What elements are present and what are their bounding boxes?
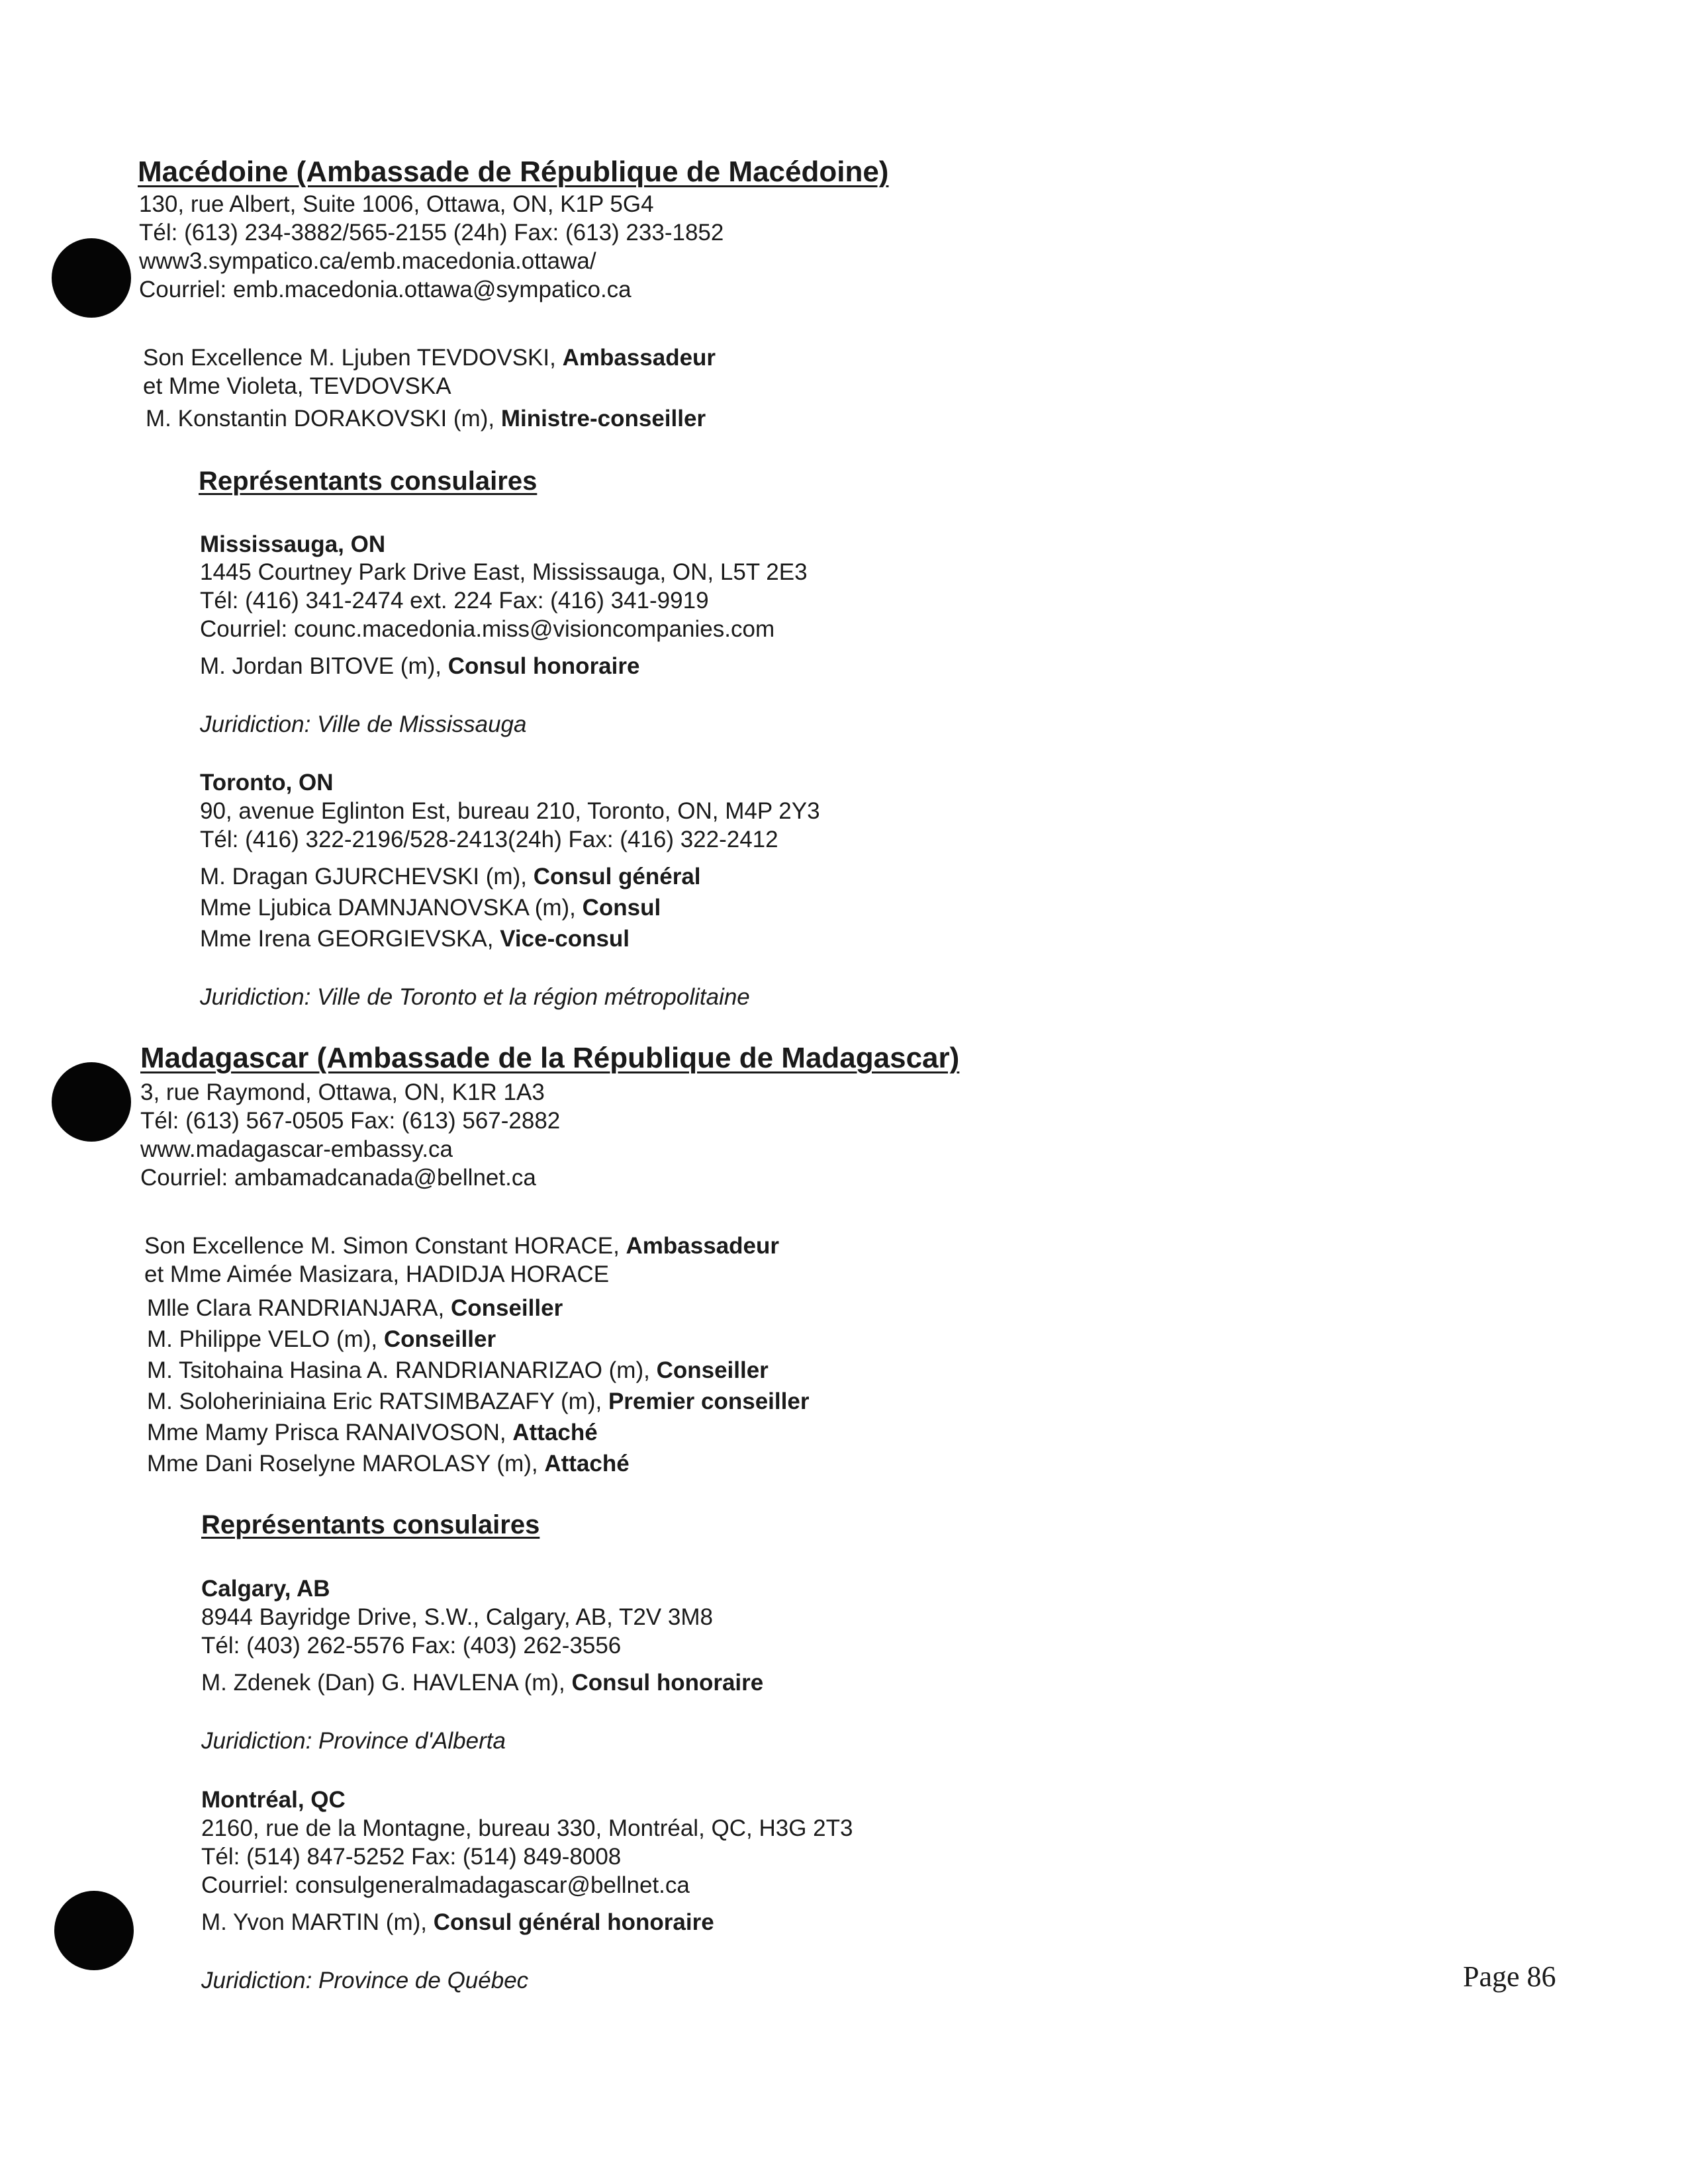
consul-entry (200, 925, 630, 953)
consular-heading: Représentants consulaires (201, 1510, 540, 1539)
staff-role: Conseiller (450, 1295, 563, 1321)
consulate-address: 2160, rue de la Montagne, bureau 330, Montréal, QC, H3G 2T3 (201, 1815, 853, 1841)
address-line: 130, rue Albert, Suite 1006, Ottawa, ON, K1P 5G4 (139, 191, 654, 217)
consul-role: Vice-consul (500, 926, 630, 952)
consulate-email[interactable]: Courriel: consulgeneralmadagascar@bellnet.ca (201, 1872, 690, 1898)
staff-entry (147, 1326, 496, 1353)
embassy-heading: Macédoine (Ambassade de République de Macédoine) (138, 156, 889, 188)
consul-entry (201, 1669, 763, 1697)
consul-name: Mme Ljubica DAMNJANOVSKA (m), (200, 895, 583, 921)
consul-name: M. Jordan BITOVE (m), (200, 653, 448, 679)
staff-entry (147, 1419, 598, 1447)
staff-entry (144, 1261, 609, 1289)
staff-name: Mme Dani Roselyne MAROLASY (m), (147, 1451, 545, 1477)
jurisdiction-note: Juridiction: Province d'Alberta (201, 1728, 506, 1754)
consular-heading: Représentants consulaires (199, 467, 538, 496)
consul-name: M. Zdenek (Dan) G. HAVLENA (m), (201, 1670, 572, 1696)
staff-entry (146, 405, 706, 433)
website-link[interactable]: www3.sympatico.ca/emb.macedonia.ottawa/ (139, 248, 596, 274)
consul-entry (200, 894, 661, 922)
jurisdiction-note: Juridiction: Province de Québec (201, 1968, 529, 1993)
consul-name: M. Yvon MARTIN (m), (201, 1909, 434, 1935)
consulate-city: Mississauga, ON (200, 531, 386, 557)
consul-entry (201, 1909, 714, 1936)
consul-role: Consul (582, 895, 661, 921)
binder-hole-top (52, 238, 131, 318)
consul-entry (200, 653, 639, 680)
consul-role: Consul général (533, 864, 701, 889)
binder-hole-middle (52, 1062, 131, 1142)
embassy-heading: Madagascar (Ambassade de la République de Madagascar) (140, 1042, 960, 1074)
phone-fax-line: Tél: (613) 234-3882/565-2155 (24h) Fax: (613) 233-1852 (139, 220, 724, 246)
consul-name: M. Dragan GJURCHEVSKI (m), (200, 864, 534, 889)
consul-name: Mme Irena GEORGIEVSKA, (200, 926, 500, 952)
consulate-phone: Tél: (416) 322-2196/528-2413(24h) Fax: (416) 322-2412 (200, 827, 778, 852)
staff-name: Mme Mamy Prisca RANAIVOSON, (147, 1420, 513, 1445)
staff-name: M. Tsitohaina Hasina A. RANDRIANARIZAO (m), (147, 1357, 657, 1383)
consulate-phone: Tél: (403) 262-5576 Fax: (403) 262-3556 (201, 1633, 622, 1659)
address-line: 3, rue Raymond, Ottawa, ON, K1R 1A3 (140, 1079, 545, 1105)
consulate-phone: Tél: (416) 341-2474 ext. 224 Fax: (416) 341-9919 (200, 588, 709, 614)
consul-role: Consul honoraire (447, 653, 640, 679)
consulate-city: Montréal, QC (201, 1787, 346, 1813)
staff-entry (147, 1357, 769, 1385)
staff-role: Ministre-conseiller (500, 406, 706, 432)
staff-name: Mlle Clara RANDRIANJARA, (147, 1295, 451, 1321)
consul-role: Consul honoraire (571, 1670, 764, 1696)
email-line[interactable]: Courriel: ambamadcanada@bellnet.ca (140, 1165, 536, 1191)
staff-name: et Mme Aimée Masizara, HADIDJA HORACE (144, 1261, 610, 1287)
jurisdiction-note: Juridiction: Ville de Toronto et la région métropolitaine (200, 984, 750, 1010)
staff-entry (144, 1232, 779, 1260)
consulate-city: Toronto, ON (200, 770, 334, 796)
staff-name: Son Excellence M. Ljuben TEVDOVSKI, (143, 345, 563, 371)
consul-role: Consul général honoraire (433, 1909, 714, 1935)
staff-role: Ambassadeur (562, 345, 716, 371)
consulate-phone: Tél: (514) 847-5252 Fax: (514) 849-8008 (201, 1844, 622, 1870)
consulate-city: Calgary, AB (201, 1576, 330, 1602)
staff-role: Premier conseiller (608, 1388, 810, 1414)
staff-role: Conseiller (656, 1357, 769, 1383)
consulate-address: 1445 Courtney Park Drive East, Mississauga, ON, L5T 2E3 (200, 559, 808, 585)
staff-name: M. Konstantin DORAKOVSKI (m), (146, 406, 501, 432)
staff-entry (147, 1450, 630, 1478)
staff-entry (143, 373, 451, 400)
staff-entry (147, 1388, 809, 1416)
staff-name: M. Soloheriniaina Eric RATSIMBAZAFY (m), (147, 1388, 608, 1414)
jurisdiction-note: Juridiction: Ville de Mississauga (200, 711, 527, 737)
website-link[interactable]: www.madagascar-embassy.ca (140, 1136, 453, 1162)
staff-role: Attaché (512, 1420, 598, 1445)
staff-entry (147, 1295, 563, 1322)
consulate-address: 8944 Bayridge Drive, S.W., Calgary, AB, T2V 3M8 (201, 1604, 713, 1630)
phone-fax-line: Tél: (613) 567-0505 Fax: (613) 567-2882 (140, 1108, 561, 1134)
page-number: Page 86 (1463, 1960, 1556, 1993)
staff-role: Conseiller (383, 1326, 496, 1352)
staff-role: Ambassadeur (626, 1233, 779, 1259)
staff-name: Son Excellence M. Simon Constant HORACE, (144, 1233, 626, 1259)
binder-hole-bottom (54, 1891, 134, 1970)
staff-entry (143, 344, 716, 372)
consulate-email[interactable]: Courriel: counc.macedonia.miss@visioncompanies.com (200, 616, 775, 642)
staff-role: Attaché (544, 1451, 630, 1477)
staff-name: M. Philippe VELO (m), (147, 1326, 384, 1352)
consulate-address: 90, avenue Eglinton Est, bureau 210, Toronto, ON, M4P 2Y3 (200, 798, 820, 824)
email-line[interactable]: Courriel: emb.macedonia.ottawa@sympatico.ca (139, 277, 632, 302)
consul-entry (200, 863, 701, 891)
staff-name: et Mme Violeta, TEVDOVSKA (143, 373, 451, 399)
